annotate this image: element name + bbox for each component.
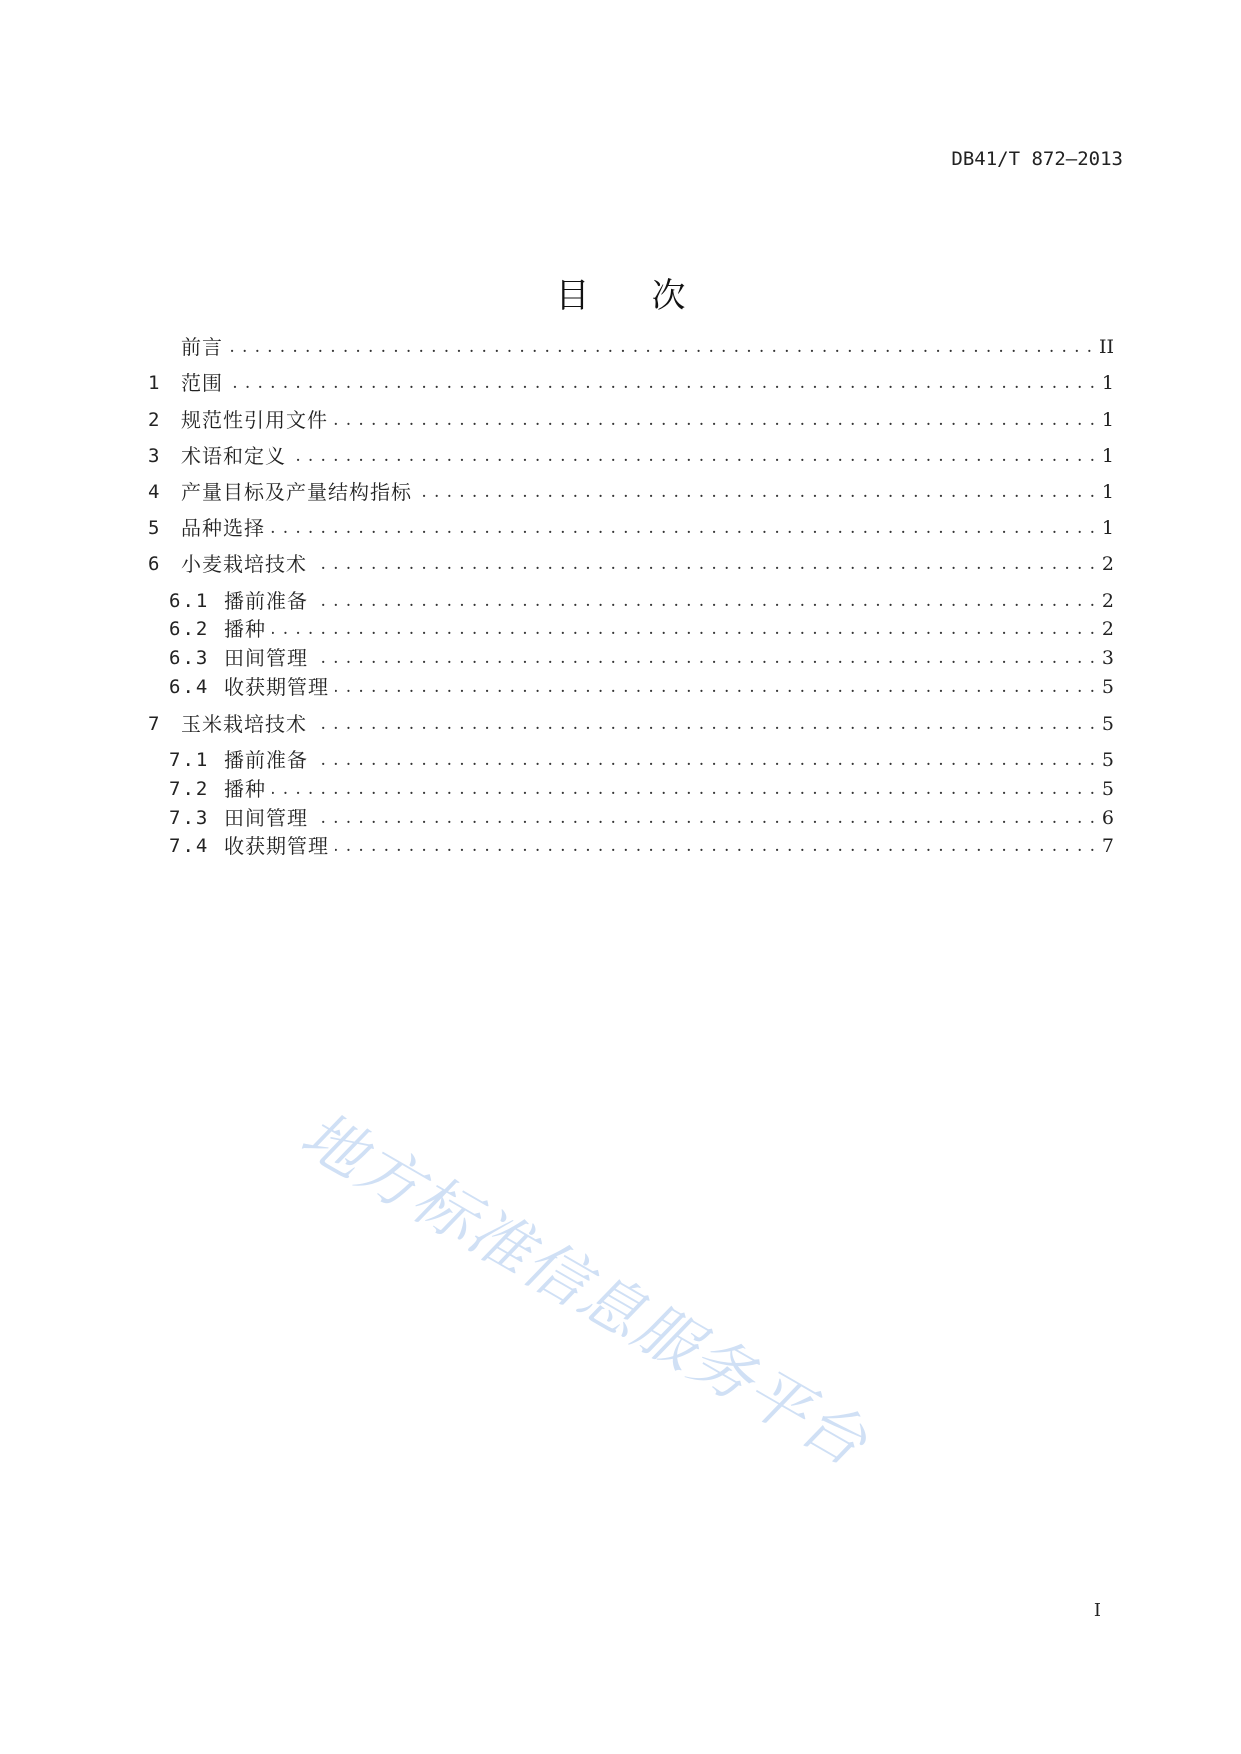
- toc-entry-number: 6: [148, 553, 160, 575]
- toc-entry-page: 5: [1101, 749, 1114, 771]
- toc-entry-title: 田间管理: [224, 646, 308, 670]
- toc-entry-page: 1: [1101, 409, 1114, 431]
- toc-entry-title: 播前准备: [224, 748, 308, 772]
- toc-entry-5[interactable]: [148, 514, 1114, 542]
- toc-entry-page: II: [1098, 336, 1114, 358]
- toc-entry-page: 7: [1101, 835, 1114, 857]
- toc-dot-leader: [314, 644, 1096, 672]
- toc-dot-leader: [335, 832, 1096, 860]
- document-code: DB41/T 872—2013: [951, 148, 1123, 170]
- toc-entry-page: 6: [1101, 807, 1114, 829]
- toc-entry-number: 6.1: [169, 590, 210, 612]
- toc-entry-title: 玉米栽培技术: [181, 712, 307, 736]
- toc-entry-1[interactable]: [148, 369, 1114, 397]
- toc-entry-number: 6.4: [169, 676, 210, 698]
- toc-entry-7-1[interactable]: [169, 746, 1114, 774]
- toc-dot-leader: [314, 587, 1096, 615]
- toc-entry-number: 3: [148, 445, 160, 467]
- toc-dot-leader: [418, 478, 1096, 506]
- toc-entry-page: 2: [1101, 618, 1114, 640]
- toc-entry-number: 1: [148, 372, 160, 394]
- toc-entry-number: 7.1: [169, 749, 210, 771]
- toc-entry-number: 6.2: [169, 618, 210, 640]
- toc-entry-6-1[interactable]: [169, 587, 1114, 615]
- toc-entry-6-4[interactable]: [169, 673, 1114, 701]
- toc-entry-page: 5: [1101, 676, 1114, 698]
- toc-entry-7-4[interactable]: [169, 832, 1114, 860]
- toc-entry-number: 4: [148, 481, 160, 503]
- toc-entry-page: 1: [1101, 445, 1114, 467]
- toc-entry-7-2[interactable]: [169, 775, 1114, 803]
- toc-entry-page: 3: [1101, 647, 1114, 669]
- toc-entry-page: 5: [1101, 713, 1114, 735]
- toc-entry-foreword[interactable]: [148, 333, 1114, 361]
- toc-entry-title: 产量目标及产量结构指标: [181, 480, 412, 504]
- toc-entry-title: 品种选择: [181, 516, 265, 540]
- toc-dot-leader: [335, 673, 1096, 701]
- toc-entry-page: 5: [1101, 778, 1114, 800]
- toc-entry-title: 播种: [224, 617, 266, 641]
- toc-entry-3[interactable]: [148, 442, 1114, 470]
- toc-dot-leader: [334, 406, 1096, 434]
- toc-entry-title: 收获期管理: [224, 675, 329, 699]
- toc-dot-leader: [271, 514, 1096, 542]
- toc-entry-number: 7.2: [169, 778, 210, 800]
- toc-dot-leader: [229, 333, 1093, 361]
- toc-entry-number: 6.3: [169, 647, 210, 669]
- toc-entry-number: 7.4: [169, 835, 210, 857]
- toc-entry-number: 7: [148, 713, 160, 735]
- toc-entry-title: 术语和定义: [181, 444, 286, 468]
- toc-entry-title: 前言: [181, 335, 223, 359]
- toc-entry-title: 播前准备: [224, 589, 308, 613]
- toc-entry-number: 7.3: [169, 807, 210, 829]
- toc-entry-number: 5: [148, 517, 160, 539]
- toc-entry-7[interactable]: [148, 710, 1114, 738]
- toc-entry-title: 范围: [181, 371, 223, 395]
- toc-dot-leader: [272, 615, 1096, 643]
- toc-entry-7-3[interactable]: [169, 804, 1114, 832]
- toc-entry-number: 2: [148, 409, 160, 431]
- toc-dot-leader: [314, 746, 1096, 774]
- toc-entry-page: 1: [1101, 481, 1114, 503]
- toc-dot-leader: [313, 710, 1096, 738]
- toc-title: 目次: [555, 276, 748, 316]
- watermark: 地方标准信息服务平台: [289, 1097, 881, 1481]
- toc-entry-6-2[interactable]: [169, 615, 1114, 643]
- toc-entry-page: 2: [1101, 553, 1114, 575]
- toc-entry-page: 2: [1101, 590, 1114, 612]
- toc-dot-leader: [313, 550, 1096, 578]
- toc-entry-title: 小麦栽培技术: [181, 552, 307, 576]
- toc-dot-leader: [229, 369, 1096, 397]
- toc-entry-6-3[interactable]: [169, 644, 1114, 672]
- toc-entry-title: 田间管理: [224, 806, 308, 830]
- page-number: I: [1093, 1600, 1101, 1621]
- toc-entry-page: 1: [1101, 517, 1114, 539]
- toc-entry-page: 1: [1101, 372, 1114, 394]
- toc-entry-title: 收获期管理: [224, 834, 329, 858]
- toc-dot-leader: [314, 804, 1096, 832]
- toc-dot-leader: [292, 442, 1096, 470]
- toc-entry-4[interactable]: [148, 478, 1114, 506]
- toc-entry-2[interactable]: [148, 406, 1114, 434]
- toc-entry-title: 播种: [224, 777, 266, 801]
- toc-dot-leader: [272, 775, 1096, 803]
- toc-entry-6[interactable]: [148, 550, 1114, 578]
- toc-entry-title: 规范性引用文件: [181, 408, 328, 432]
